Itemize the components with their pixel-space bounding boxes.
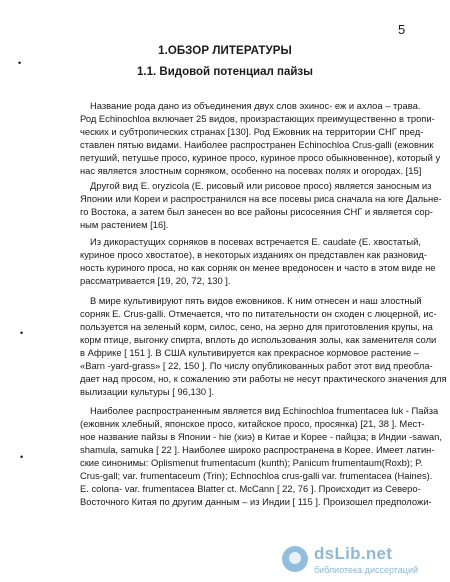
text-line: (ежовник хлебный, японское просо, китайское просо, просянка) [21, 38 ]. Мест- bbox=[80, 418, 425, 429]
text-line: Восточного Китая по другим данным – из Индии [ 115 ]. Произошел предположи- bbox=[80, 496, 432, 507]
margin-bullet: • bbox=[20, 328, 24, 338]
text-line: пользуется на зеленый корм, силос, сено, на зерно для приготовления крупы, на bbox=[80, 321, 433, 332]
text-line: Название рода дано из объединения двух слов эхинос- еж и ахлоа – трава. bbox=[90, 100, 421, 111]
margin-bullet: • bbox=[20, 452, 24, 462]
text-line: shamula, samuka [ 22 ]. Наиболее широко распространена в Корее. Имеет латин- bbox=[80, 444, 435, 455]
text-line: корм птице, выгонку спирта, вплоть до использования золы, как заменителя соли bbox=[80, 334, 437, 345]
text-line: ность куриного проса, но как сорняк он менее вредоносен и часто в этом виде не bbox=[80, 262, 436, 273]
watermark-brand: dsLib.net bbox=[314, 544, 393, 563]
watermark-icon bbox=[282, 546, 308, 572]
text-line: ное название пайзы в Японии - hie (хиэ) в Китае и Корее - пайцза; в Индии -sawan, bbox=[80, 431, 442, 442]
subsection-heading: 1.1. Видовой потенциал пайзы bbox=[137, 66, 313, 78]
text-line: «Barn -yard-grass» [ 22, 150 ]. По числу опубликованных работ этот вид преобла- bbox=[80, 360, 433, 371]
text-line: в Африке [ 151 ]. В США культивируется как прекрасное кормовое растение – bbox=[80, 347, 420, 358]
text-line: ным растением [16]. bbox=[80, 219, 169, 230]
text-line: Род Echinochloa включает 25 видов, произрастающих преимущественно в тропи- bbox=[80, 113, 435, 124]
text-line: го Востока, а затем был занесен во все районы рисосеяния СНГ и является сор- bbox=[80, 206, 433, 217]
text-line: дает над просом, но, к сожалению эти работы не несут практического значения для bbox=[80, 373, 447, 384]
text-line: петуший, петушье просо, куриное просо, куриное просо обыкновенное), который у bbox=[80, 152, 441, 163]
text-line: В мире культивируют пять видов ежовников. К ним отнесен и наш злостный bbox=[90, 295, 422, 306]
text-line: E. colona- var. frumentacea Blatter ct. McCann [ 22, 76 ]. Происходит из Северо- bbox=[80, 483, 421, 494]
text-line: ские синонимы: Oplismenut frumentacum (kunth); Panicum frumentaum(Roxb); P. bbox=[80, 457, 423, 468]
text-line: Японии или Кореи и распространился на все посевы риса сначала на юге Дальне- bbox=[80, 193, 442, 204]
text-line: Из дикорастущих сорняков в посевах встречается E. caudate (E. хвостатый, bbox=[90, 236, 421, 247]
text-line: рассматривается [19, 20, 72, 130 ]. bbox=[80, 275, 231, 286]
margin-bullet: • bbox=[18, 58, 22, 68]
text-line: ческих и субтропических странах [130]. Род Ежовник на территории СНГ пред- bbox=[80, 126, 424, 137]
watermark-logo bbox=[282, 544, 442, 578]
text-line: куриное просо хвостатое), в некоторых изданиях он представлен как разновид- bbox=[80, 249, 427, 260]
text-line: ставлен пятью видами. Наиболее распространен Echinochloa Crus-galli (ежовник bbox=[80, 139, 434, 150]
text-line: вылизации культуры [ 96,130 ]. bbox=[80, 386, 214, 397]
text-line: Наиболее распространенным является вид Echinochloa frumentacea luk - Пайза bbox=[90, 405, 439, 416]
text-line: нас является злостным сорняком, особенно на посевах полях и огородах. [15] bbox=[80, 165, 422, 176]
page-number: 5 bbox=[398, 22, 406, 37]
text-line: Другой вид E. oryzicola (E. рисовый или рисовое просо) является заносным из bbox=[90, 180, 432, 191]
section-heading: 1.ОБЗОР ЛИТЕРАТУРЫ bbox=[158, 45, 292, 57]
watermark-subtitle: библиотека диссертаций bbox=[314, 565, 419, 575]
text-line: сорняк E. Crus-galli. Отмечается, что по питательности он сходен с люцерной, ис- bbox=[80, 308, 437, 319]
text-line: Crus-gall; var. frumentaceum (Trin); Echnochloa crus-galli var. frumentacea (Haines). bbox=[80, 470, 433, 481]
